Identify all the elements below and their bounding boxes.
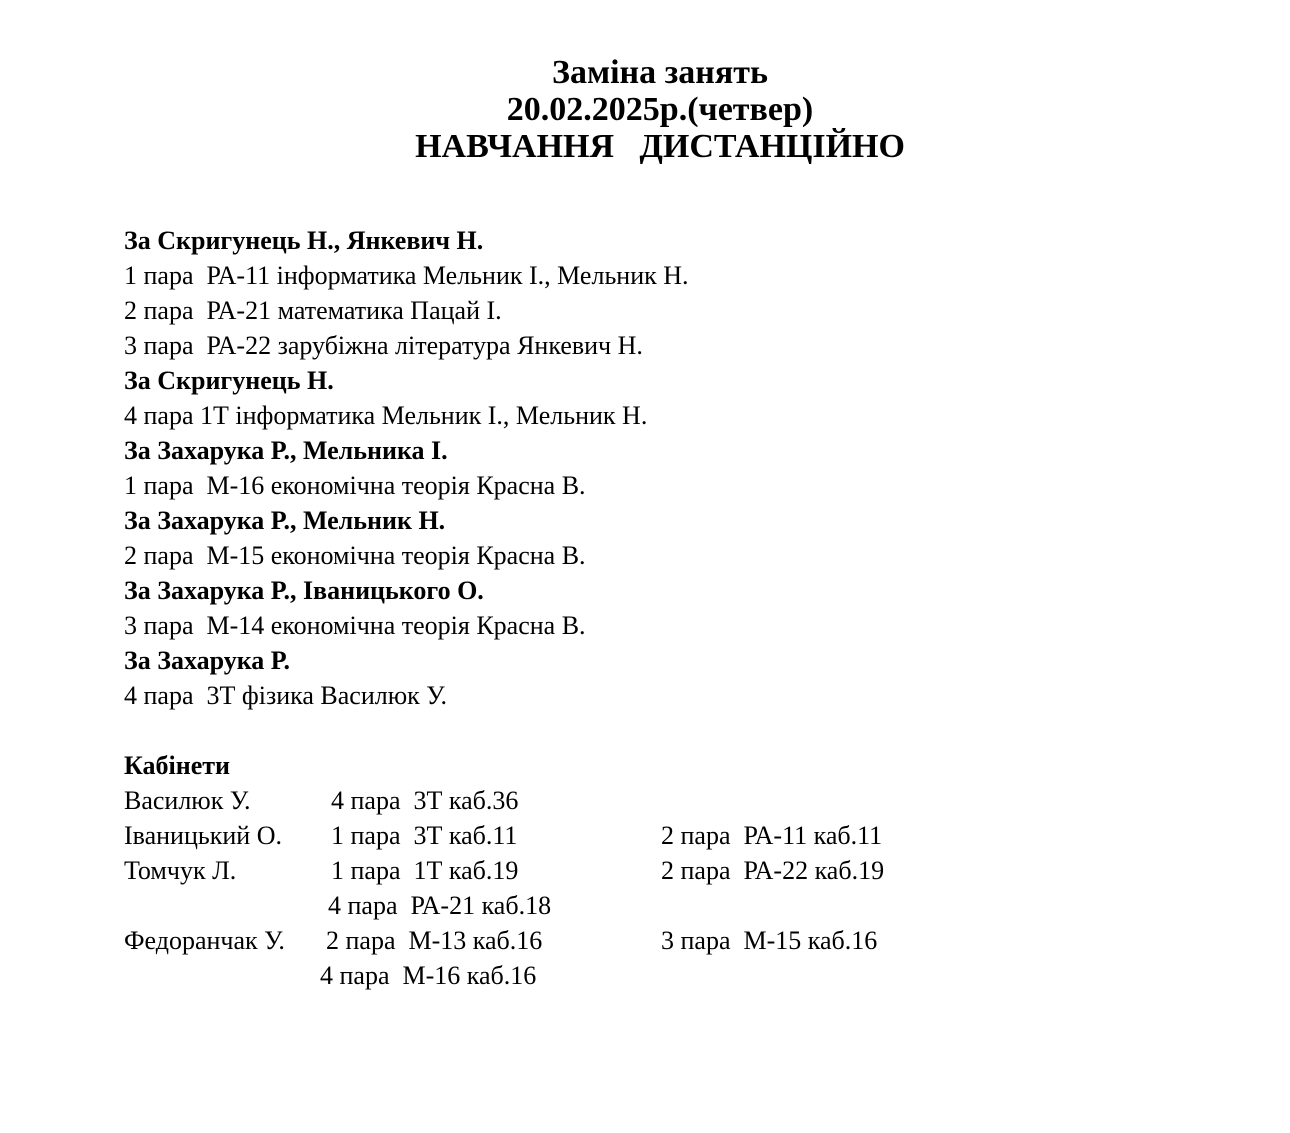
room-row xyxy=(124,818,1264,853)
replacement-group xyxy=(124,643,1264,713)
room-row xyxy=(124,853,1264,888)
document-header xyxy=(0,54,1290,165)
replacement-item: 1 пара М-16 економічна теорія Красна В. xyxy=(124,471,586,500)
room-slot: 2 пара РА-11 каб.11 xyxy=(661,821,883,850)
teacher-name: Василюк У. xyxy=(124,786,251,815)
room-slot: 4 пара М-16 каб.16 xyxy=(320,961,537,990)
room-slot: 4 пара РА-21 каб.18 xyxy=(328,891,552,920)
room-row xyxy=(124,888,1264,923)
replacement-item: 4 пара 3Т фізика Василюк У. xyxy=(124,681,447,710)
document-mode: НАВЧАННЯ ДИСТАНЦІЙНО xyxy=(415,128,905,165)
replacement-heading: За Захарука Р. xyxy=(124,646,290,675)
replacement-item: 3 пара РА-22 зарубіжна література Янкевич Н. xyxy=(124,331,643,360)
replacement-group xyxy=(124,223,1264,363)
replacement-heading: За Скригунець Н. xyxy=(124,366,334,395)
replacement-item: 3 пара М-14 економічна теорія Красна В. xyxy=(124,611,586,640)
room-row xyxy=(124,783,1264,818)
room-slot: 2 пара РА-22 каб.19 xyxy=(661,856,885,885)
replacement-heading: За Захарука Р., Іваницького О. xyxy=(124,576,484,605)
replacement-group xyxy=(124,433,1264,503)
replacement-item: 4 пара 1Т інформатика Мельник І., Мельник Н. xyxy=(124,401,648,430)
replacement-group xyxy=(124,503,1264,573)
room-slot: 3 пара М-15 каб.16 xyxy=(661,926,878,955)
room-row xyxy=(124,923,1264,958)
room-slot: 1 пара 3Т каб.11 xyxy=(331,821,518,850)
replacement-group xyxy=(124,573,1264,643)
room-row xyxy=(124,958,1264,993)
document-body xyxy=(124,223,1264,993)
replacement-item: 2 пара М-15 економічна теорія Красна В. xyxy=(124,541,586,570)
rooms-section xyxy=(124,748,1264,993)
replacement-heading: За Захарука Р., Мельника І. xyxy=(124,436,448,465)
teacher-name: Іваницький О. xyxy=(124,821,282,850)
document-title: Заміна занять xyxy=(552,54,768,91)
teacher-name: Томчук Л. xyxy=(124,856,237,885)
replacement-group xyxy=(124,363,1264,433)
replacement-heading: За Захарука Р., Мельник Н. xyxy=(124,506,446,535)
teacher-name: Федоранчак У. xyxy=(124,926,285,955)
document-date: 20.02.2025р.(четвер) xyxy=(506,91,814,128)
replacement-item: 1 пара РА-11 інформатика Мельник І., Мельник Н. xyxy=(124,261,689,290)
rooms-title: Кабінети xyxy=(124,751,231,780)
room-slot: 1 пара 1Т каб.19 xyxy=(331,856,519,885)
replacement-heading: За Скригунець Н., Янкевич Н. xyxy=(124,226,484,255)
room-slot: 2 пара М-13 каб.16 xyxy=(326,926,543,955)
room-slot: 4 пара 3Т каб.36 xyxy=(331,786,519,815)
section-gap xyxy=(124,713,1264,748)
replacement-item: 2 пара РА-21 математика Пацай І. xyxy=(124,296,502,325)
